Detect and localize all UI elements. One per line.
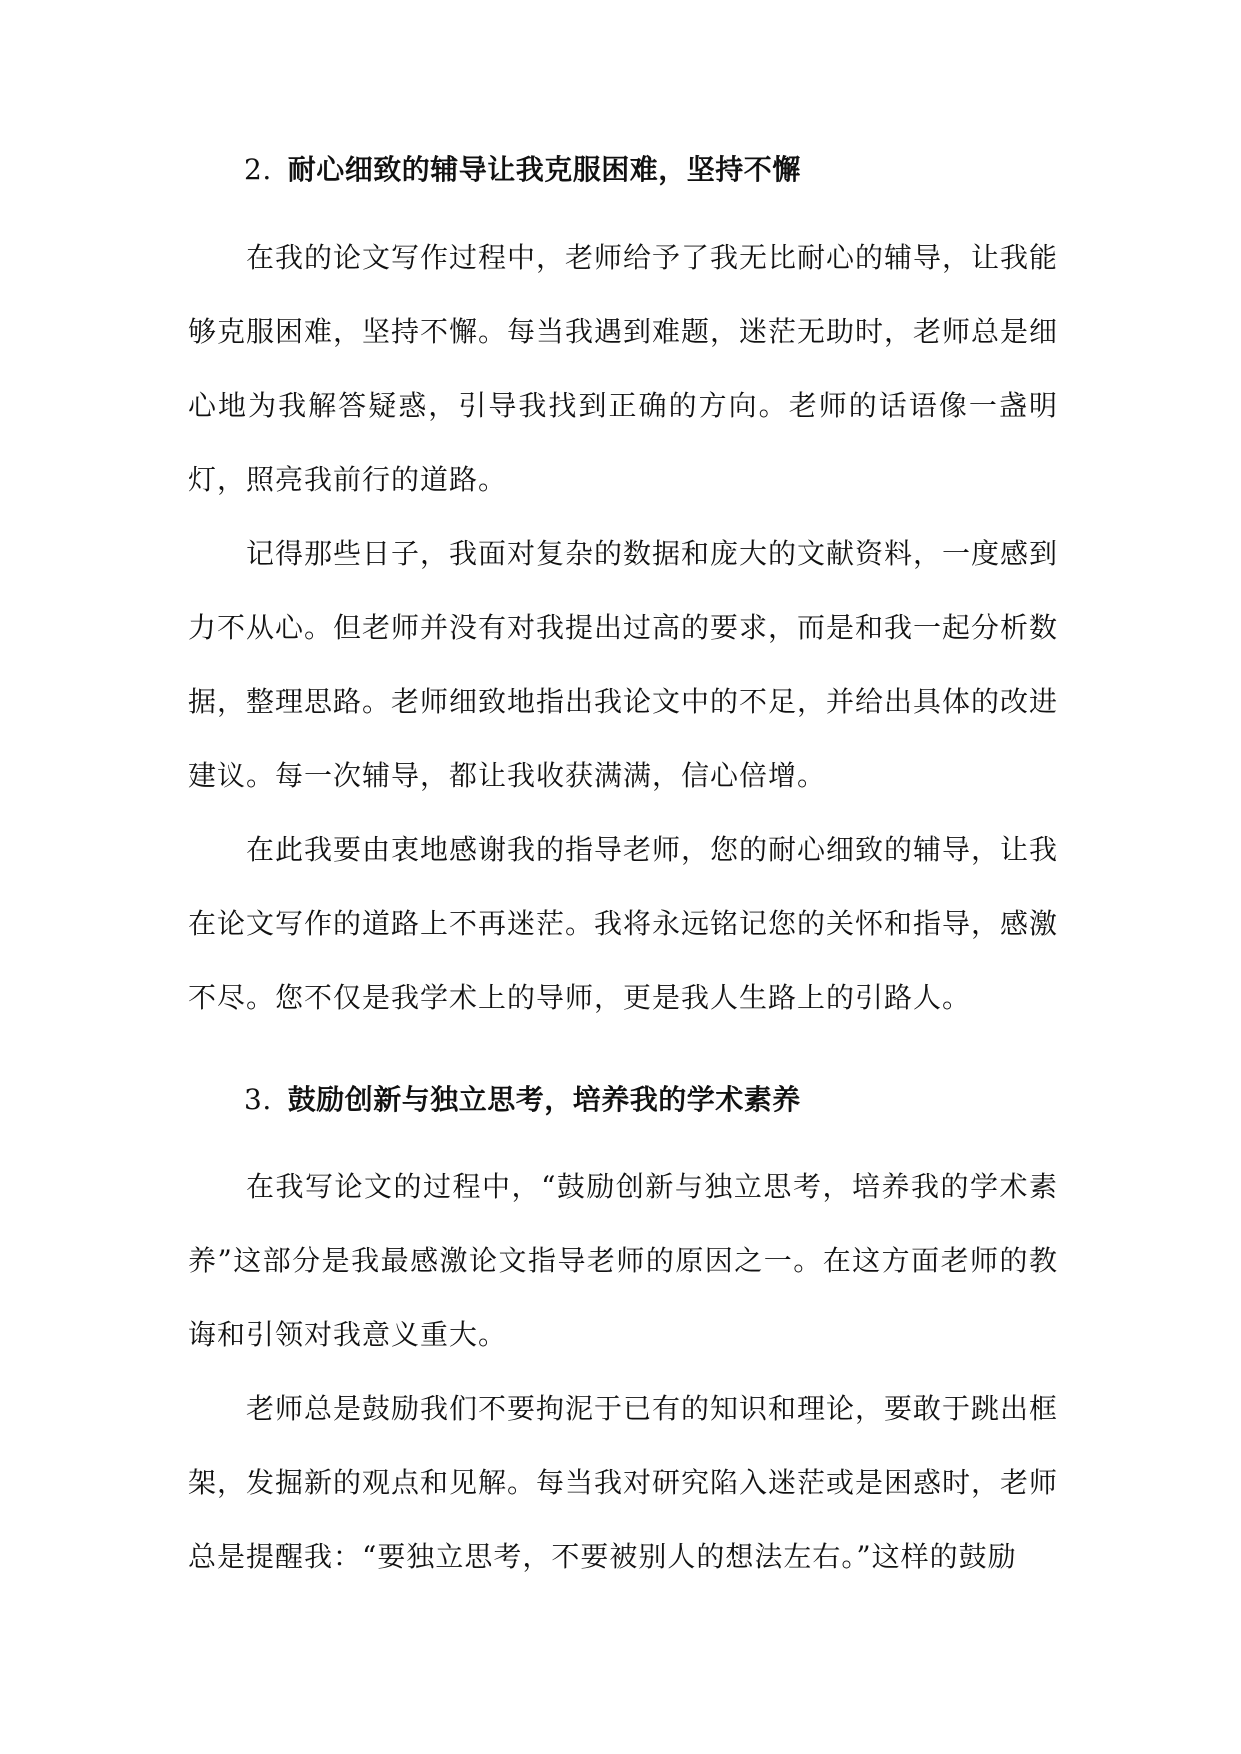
section-number: 3. — [244, 1083, 272, 1116]
page-content — [188, 146, 1058, 1594]
section-heading-2 — [188, 146, 1058, 194]
section-number: 2. — [244, 153, 272, 186]
paragraph: 在我写论文的过程中，“鼓励创新与独立思考，培养我的学术素养”这部分是我最感激论文指导老师的原因之一。在这方面老师的教诲和引领对我意义重大。 — [188, 1170, 1058, 1351]
paragraph: 在我的论文写作过程中，老师给予了我无比耐心的辅导，让我能够克服困难，坚持不懈。每当我遇到难题，迷茫无助时，老师总是细心地为我解答疑惑，引导我找到正确的方向。老师的话语像一盏明灯，照亮我前行的道路。 — [188, 241, 1059, 496]
paragraph: 在此我要由衷地感谢我的指导老师，您的耐心细致的辅导，让我在论文写作的道路上不再迷茫。我将永远铭记您的关怀和指导，感激不尽。您不仅是我学术上的导师，更是我人生路上的引路人。 — [188, 833, 1059, 1014]
paragraph: 老师总是鼓励我们不要拘泥于已有的知识和理论，要敢于跳出框架，发掘新的观点和见解。每当我对研究陷入迷茫或是困惑时，老师总是提醒我：“要独立思考，不要被别人的想法左右。”这样的鼓励 — [188, 1392, 1059, 1573]
section-heading-3 — [188, 1076, 1058, 1124]
section-title: 耐心细致的辅导让我克服困难，坚持不懈 — [287, 153, 801, 186]
paragraph: 记得那些日子，我面对复杂的数据和庞大的文献资料，一度感到力不从心。但老师并没有对我提出过高的要求，而是和我一起分析数据，整理思路。老师细致地指出我论文中的不足，并给出具体的改进建议。每一次辅导，都让我收获满满，信心倍增。 — [188, 537, 1059, 792]
section-title: 鼓励创新与独立思考，培养我的学术素养 — [287, 1083, 801, 1116]
